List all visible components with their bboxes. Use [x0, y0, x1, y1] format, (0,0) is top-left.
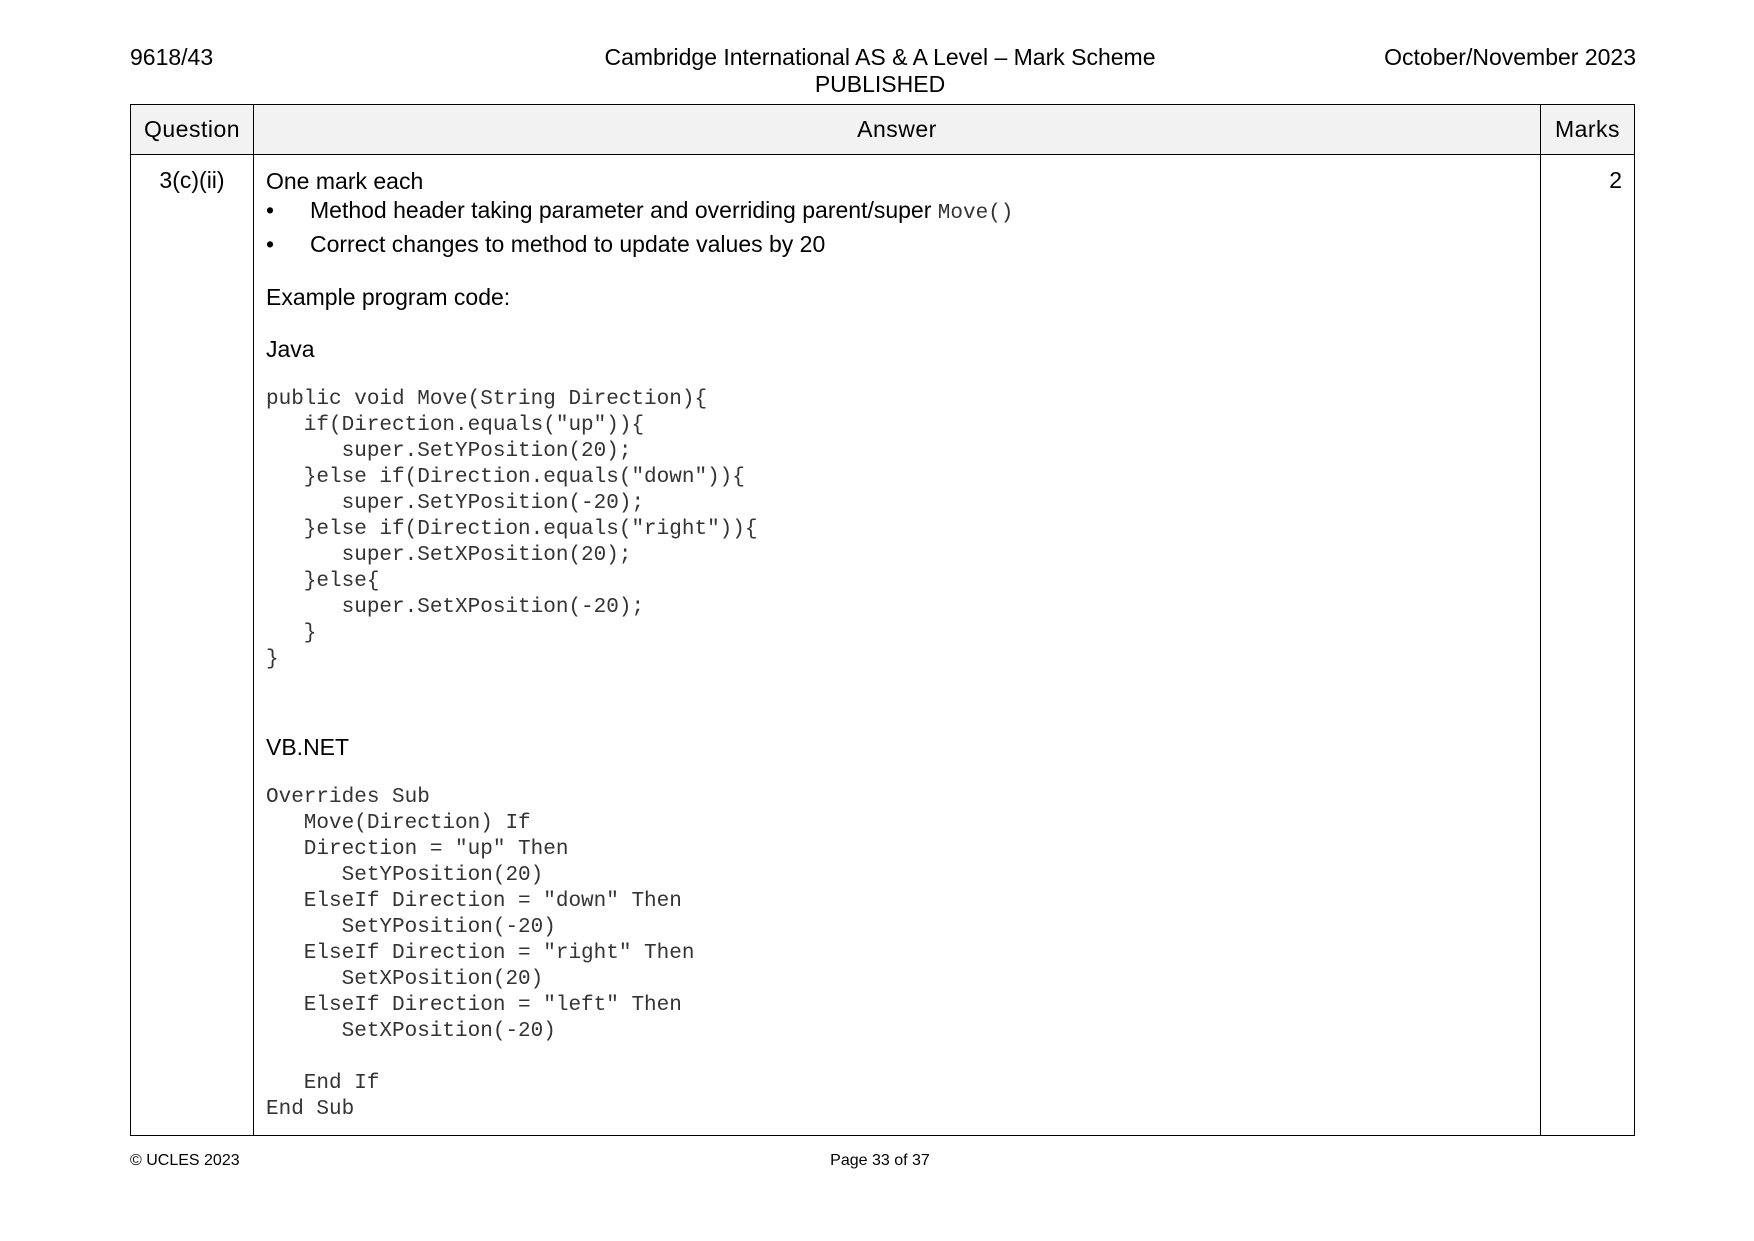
exam-session: October/November 2023 [1384, 44, 1636, 70]
page-number: Page 33 of 37 [830, 1152, 930, 1169]
java-code-block: public void Move(String Direction){ if(Direction.equals("up")){ super.SetYPosition(20); }else if(Direction.equals("down")){ super.SetYPosition(-20); }else if(Direction.equals("right")){ super.SetXPosition(20); }else{ super.SetXPosition(-20); } } [266, 388, 758, 671]
document-subtitle: PUBLISHED [814, 71, 946, 97]
paper-code: 9618/43 [130, 44, 214, 70]
marking-point-text: Correct changes to method to update values by 20 [310, 231, 826, 257]
copyright-notice: © UCLES 2023 [130, 1152, 240, 1169]
table-row [131, 155, 1635, 1136]
column-header-answer: Answer [254, 105, 1541, 155]
marks-value: 2 [1541, 155, 1635, 1136]
marking-points [266, 195, 1528, 259]
mark-scheme-table [130, 104, 1635, 1136]
column-header-question: Question [131, 105, 254, 155]
java-label: Java [266, 336, 315, 362]
answer-cell [254, 155, 1541, 1136]
column-header-marks: Marks [1541, 105, 1635, 155]
document-title: Cambridge International AS & A Level – Mark Scheme [604, 44, 1156, 70]
document-header [480, 44, 1280, 98]
vbnet-code-block: Overrides Sub Move(Direction) If Direction = "up" Then SetYPosition(20) ElseIf Direction = "down" Then SetYPosition(-20) ElseIf Direction = "right" Then SetXPosition(20) ElseIf Direction = "left" Then SetXPosition(-20) End If End Sub [266, 786, 695, 1121]
example-label: Example program code: [266, 284, 511, 310]
table-header-row [131, 105, 1635, 155]
marking-point [266, 229, 1528, 259]
marking-point-code: Move() [937, 202, 1014, 225]
question-number: 3(c)(ii) [131, 155, 254, 1136]
marking-intro: One mark each [266, 168, 424, 194]
marking-point-text: Method header taking parameter and overriding parent/super [310, 197, 938, 223]
marking-point [266, 195, 1528, 229]
vbnet-label: VB.NET [266, 734, 350, 760]
